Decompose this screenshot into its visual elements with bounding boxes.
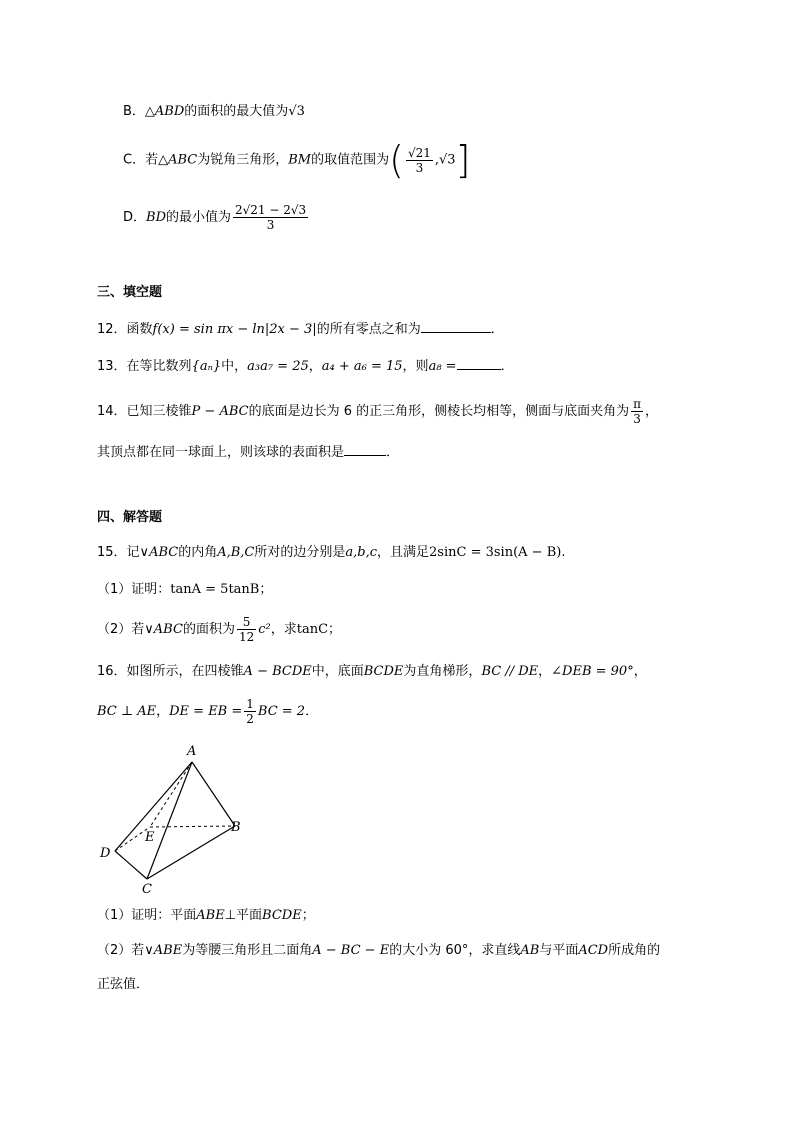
vertex-B-label: B — [231, 820, 241, 835]
vertex-C-label: C — [142, 882, 152, 897]
question-16-part2-line2: 正弦值． — [97, 977, 150, 992]
question-14: 14．已知三棱锥P − ABC的底面是边长为 6 的正三角形，侧棱长均相等，侧面与底面夹角为 $\frac{\pi}{3}$ ， — [97, 397, 659, 426]
question-12: 12．函数f(x) = sin πx − ln|2x − 3|的所有零点之和为 ． — [97, 322, 504, 337]
question-16-line2: BC ⊥ AE，DE = EB = $\frac{1}{2}$ BC = 2． — [97, 697, 319, 726]
option-b: B．△ABD的面积的最大值为√3 — [123, 104, 305, 119]
half-fraction: $\frac{1}{2}$ — [246, 697, 254, 726]
angle-fraction: $\frac{\pi}{3}$ — [633, 397, 642, 426]
question-16-part1: （1）证明：平面ABE⊥平面BCDE； — [97, 908, 315, 923]
min-fraction: $\frac{2√21 - 2√3}{3}$ — [235, 203, 307, 232]
range-fraction: $\frac{√21}{3}$ — [407, 145, 431, 175]
question-15: 15．记∨ABC的内角A,B,C所对的边分别是a,b,c，且满足2sinC = 3sin(A − B). — [97, 545, 566, 560]
vertex-A-label: A — [187, 744, 197, 759]
edge-DC — [115, 851, 147, 879]
option-c: C．若△ABC为锐角三角形，BM的取值范围为( $\frac{√21}{3}$ ,√3] — [123, 138, 471, 182]
vertex-E-label: E — [145, 830, 155, 845]
question-13: 13．在等比数列{aₙ}中，a₃a₇ = 25，a₄ + a₆ = 15，则a₈ = ． — [97, 359, 514, 374]
section-solve: 四、解答题 — [97, 510, 163, 525]
edge-CB — [147, 826, 235, 879]
answer-blank — [457, 357, 501, 370]
section-fill-in: 三、填空题 — [97, 285, 163, 300]
answer-blank — [421, 320, 491, 333]
vertex-D-label: D — [100, 846, 111, 861]
question-15-part1: （1）证明：tanA = 5tanB； — [97, 582, 273, 597]
question-15-part2: （2）若∨ABC的面积为 $\frac{5}{12}$ c²，求tanC； — [97, 615, 342, 644]
option-d: D．BD的最小值为 $\frac{2√21 - 2√3}{3}$ — [123, 203, 307, 232]
question-14-line2: 其顶点都在同一球面上，则该球的表面积是 ． — [97, 445, 400, 460]
answer-blank — [344, 443, 386, 456]
edge-EB — [150, 826, 235, 827]
edge-AC — [147, 762, 192, 879]
area-fraction: $\frac{5}{12}$ — [238, 615, 255, 644]
question-16-part2: （2）若∨ABE为等腰三角形且二面角A − BC − E的大小为 60°，求直线AB与平面ACD所成角的 — [97, 943, 661, 958]
question-16: 16．如图所示，在四棱锥A − BCDE中，底面BCDE为直角梯形，BC // DE，∠DEB = 90°， — [97, 664, 647, 679]
edge-AB — [192, 762, 235, 826]
pyramid-figure — [90, 740, 260, 900]
